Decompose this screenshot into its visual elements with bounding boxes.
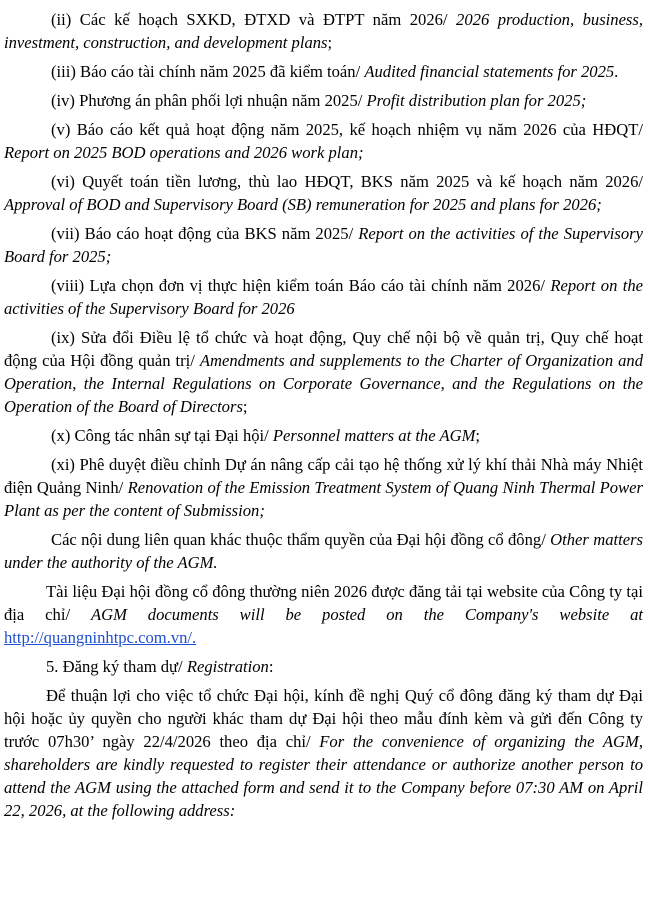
- agenda-item: [4, 170, 643, 216]
- registration-body-vi: Để thuận lợi cho việc tổ chức Đại hội, kính đề nghị Quý cổ đông đăng ký tham dự Đại hội hoặc ủy quyền cho người khác tham dự Đại hội theo mẫu đính kèm và gửi đến Công ty trước 07h30’ ngày 22/4/2026 theo địa chỉ/: [4, 686, 643, 751]
- agenda-item-vi: (vi) Quyết toán tiền lương, thù lao HĐQT, BKS năm 2025 và kế hoạch năm 2026/: [51, 172, 643, 191]
- agenda-item-vi: (ix) Sửa đổi Điều lệ tổ chức và hoạt động, Quy chế nội bộ về quản trị, Quy chế hoạt động của Hội đồng quản trị/: [4, 328, 643, 370]
- agenda-item-en: Report on 2025 BOD operations and 2026 work plan;: [4, 143, 364, 162]
- registration-paragraph: [4, 684, 643, 822]
- documents-paragraph: [4, 580, 643, 649]
- agenda-item-en: Audited financial statements for 2025: [364, 62, 615, 81]
- agenda-item: [4, 453, 643, 522]
- registration-heading-vi: 5. Đăng ký tham dự/: [46, 657, 187, 676]
- agenda-item-en: Approval of BOD and Supervisory Board (SB) remuneration for 2025 and plans for 2026;: [4, 195, 602, 214]
- agenda-item: [4, 89, 643, 112]
- agenda-item-vi: Các nội dung liên quan khác thuộc thẩm quyền của Đại hội đồng cổ đông/: [51, 530, 551, 549]
- agenda-item-vi: (ii) Các kế hoạch SXKD, ĐTXD và ĐTPT năm 2026/: [51, 10, 457, 29]
- agenda-item-vi: (x) Công tác nhân sự tại Đại hội/: [51, 426, 273, 445]
- agenda-item-vi: (vii) Báo cáo hoạt động của BKS năm 2025/: [51, 224, 359, 243]
- agenda-item-vi: (iii) Báo cáo tài chính năm 2025 đã kiểm toán/: [51, 62, 365, 81]
- agenda-item-end: ;: [327, 33, 333, 52]
- agenda-item: [4, 8, 643, 54]
- documents-text-en: AGM documents will be posted on the Company's website at: [90, 605, 643, 624]
- agenda-item: [4, 274, 643, 320]
- agenda-item-en: Other matters under the authority of the AGM.: [4, 530, 643, 572]
- agenda-item: [4, 222, 643, 268]
- agenda-item-vi: (xi) Phê duyệt điều chỉnh Dự án nâng cấp cải tạo hệ thống xử lý khí thải Nhà máy Nhiệt điện Quảng Ninh/: [4, 455, 643, 497]
- agenda-item-end: .: [614, 62, 619, 81]
- company-website-link[interactable]: http://quangninhtpc.com.vn/.: [4, 628, 197, 647]
- agenda-list: [4, 8, 643, 574]
- agenda-item-en: 2026 production, business, investment, construction, and development plans: [4, 10, 643, 52]
- agenda-item-en: Profit distribution plan for 2025;: [366, 91, 587, 110]
- registration-heading-end: :: [268, 657, 274, 676]
- agenda-item-en: Renovation of the Emission Treatment System of Quang Ninh Thermal Power Plant as per the content of Submission;: [4, 478, 643, 520]
- agenda-item: [4, 528, 643, 574]
- agenda-item: [4, 424, 643, 447]
- registration-heading-en: Registration: [186, 657, 269, 676]
- agenda-item-vi: (iv) Phương án phân phối lợi nhuận năm 2025/: [51, 91, 367, 110]
- registration-heading: [4, 655, 643, 678]
- agenda-item: [4, 60, 643, 83]
- agenda-item-en: Report on the activities of the Supervisory Board for 2026: [4, 276, 644, 318]
- agenda-item-end: ;: [242, 397, 248, 416]
- agenda-item: [4, 118, 643, 164]
- agenda-item: [4, 326, 643, 418]
- agenda-item-en: Report on the activities of the Supervisory Board for 2025;: [4, 224, 643, 266]
- agenda-item-end: ;: [475, 426, 481, 445]
- agenda-item-en: Amendments and supplements to the Charter of Organization and Operation, the Internal Regulations on Corporate Governance, and the Regulations on the Operation of the Board of Directors: [4, 351, 643, 416]
- agenda-item-en: Personnel matters at the AGM: [272, 426, 476, 445]
- agenda-item-vi: (v) Báo cáo kết quả hoạt động năm 2025, kế hoạch nhiệm vụ năm 2026 của HĐQT/: [51, 120, 643, 139]
- documents-text-vi: Tài liệu Đại hội đồng cổ đông thường niên 2026 được đăng tải tại website của Công ty tại địa chỉ/: [4, 582, 643, 624]
- agenda-item-vi: (viii) Lựa chọn đơn vị thực hiện kiểm toán Báo cáo tài chính năm 2026/: [51, 276, 551, 295]
- registration-body-en: For the convenience of organizing the AGM, shareholders are kindly requested to register their attendance or authorize another person to attend the AGM using the attached form and send it to the Company before 07:30 AM on April 22, 2026, at the following address:: [4, 732, 643, 820]
